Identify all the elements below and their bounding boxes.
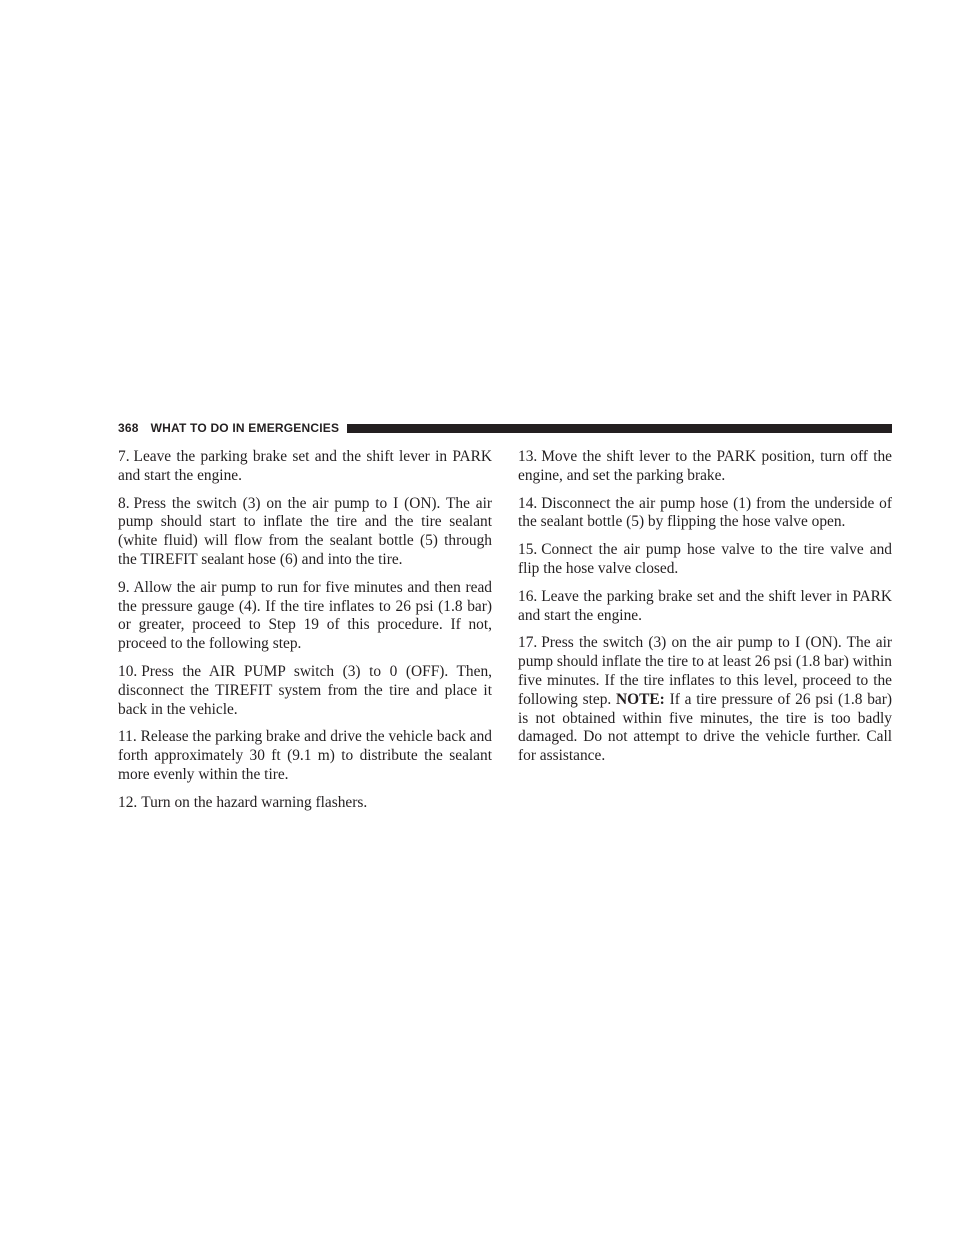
step-text: Leave the parking brake set and the shift lever in PARK and start the engine. bbox=[118, 448, 492, 484]
step-number: 8. bbox=[118, 494, 130, 512]
step-text: Allow the air pump to run for five minutes and then read the pressure gauge (4). If the tire inflates to 26 psi (1.8 bar) or greater, proceed to Step 19 of this procedure. If not, proceed to the following step. bbox=[118, 578, 492, 653]
step-text: Release the parking brake and drive the vehicle back and forth approximately 30 ft (9.1 m) to distribute the sealant more evenly within the tire. bbox=[118, 728, 492, 783]
step-8 bbox=[118, 495, 492, 570]
step-number: 9. bbox=[118, 578, 130, 596]
step-text: Leave the parking brake set and the shift lever in PARK and start the engine. bbox=[518, 587, 892, 624]
step-text: Turn on the hazard warning flashers. bbox=[141, 793, 368, 811]
step-9 bbox=[118, 579, 492, 654]
step-text: Disconnect the air pump hose (1) from the underside of the sealant bottle (5) by flipping the hose valve open. bbox=[518, 494, 892, 531]
step-14 bbox=[518, 495, 892, 533]
step-text: Press the AIR PUMP switch (3) to 0 (OFF). Then, disconnect the TIREFIT system from the tire and place it back in the vehicle. bbox=[118, 662, 492, 718]
step-13 bbox=[518, 448, 892, 486]
right-column bbox=[518, 448, 892, 775]
page-number: 368 bbox=[118, 421, 139, 435]
step-17 bbox=[518, 634, 892, 766]
step-text: Press the switch (3) on the air pump to I (ON). The air pump should inflate the tire to at least 26 psi (1.8 bar) within five minutes. If the tire inflates to this level, proceed to the following step. bbox=[518, 634, 893, 708]
note-text: If a tire pressure of 26 psi (1.8 bar) is not obtained within five minutes, the tire is too badly damaged. Do not attempt to drive the vehicle further. Call for assistance. bbox=[518, 690, 892, 765]
step-number: 13. bbox=[518, 448, 538, 465]
step-10 bbox=[118, 663, 492, 719]
step-text: Move the shift lever to the PARK position, turn off the engine, and set the parking brake. bbox=[518, 448, 892, 484]
step-number: 11. bbox=[118, 728, 137, 746]
note-label: NOTE: bbox=[616, 690, 665, 708]
step-16 bbox=[518, 588, 892, 626]
step-number: 17. bbox=[518, 634, 538, 652]
step-number: 7. bbox=[118, 448, 130, 465]
step-number: 16. bbox=[518, 587, 538, 605]
step-text: Press the switch (3) on the air pump to I (ON). The air pump should start to inflate the tire and the tire sealant (white fluid) will flow from the sealant bottle (5) through the TIREFIT sealant hose (6) and into the tire. bbox=[118, 494, 492, 568]
step-11 bbox=[118, 728, 492, 784]
step-number: 14. bbox=[518, 494, 538, 512]
page-header bbox=[118, 419, 892, 437]
step-15 bbox=[518, 541, 892, 579]
section-title: WHAT TO DO IN EMERGENCIES bbox=[150, 421, 340, 435]
step-number: 15. bbox=[518, 541, 538, 559]
header-rule bbox=[347, 424, 892, 433]
step-number: 10. bbox=[118, 662, 138, 680]
step-number: 12. bbox=[118, 793, 138, 811]
left-column bbox=[118, 448, 492, 822]
step-text: Connect the air pump hose valve to the tire valve and flip the hose valve closed. bbox=[518, 541, 892, 577]
step-7 bbox=[118, 448, 492, 486]
step-12 bbox=[118, 794, 492, 813]
